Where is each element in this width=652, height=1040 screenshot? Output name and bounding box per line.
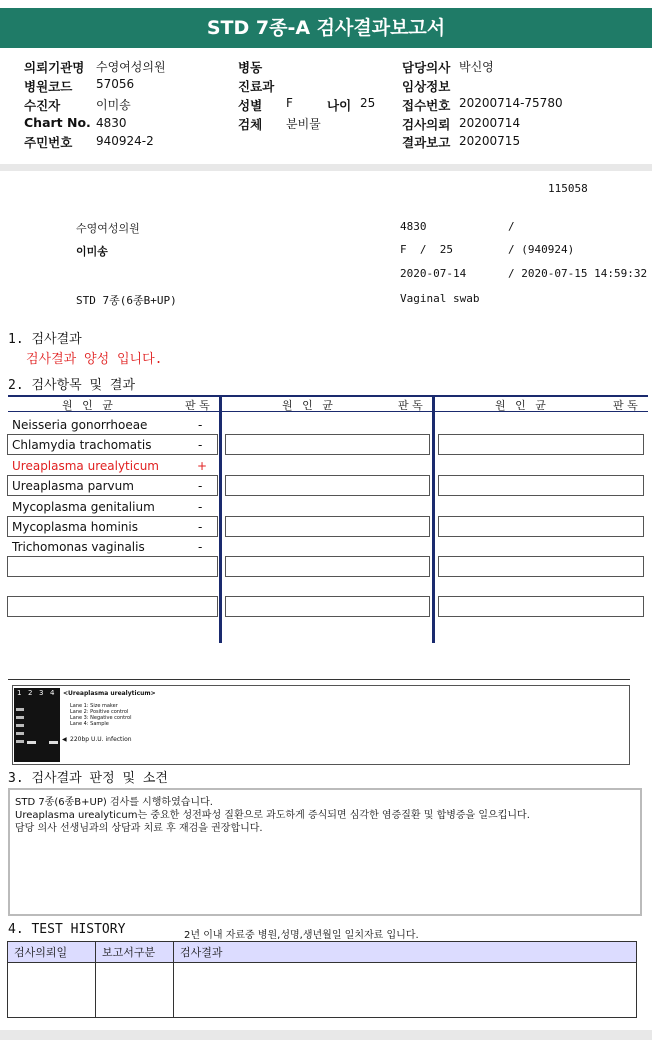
summary-date-reported: / 2020-07-15 14:59:32 [508, 267, 648, 280]
summary-chart-slash: / [508, 220, 515, 233]
result-row-box [7, 556, 218, 577]
arrow-icon: ◀ [62, 736, 67, 743]
summary-specimen: Vaginal swab [400, 292, 480, 305]
result-row-box [438, 434, 644, 455]
history-note: 2년 이내 자료중 병원,성명,생년월일 일치자료 입니다. [184, 930, 419, 941]
request-label: 검사의뢰 [402, 117, 451, 132]
header-divider [0, 164, 652, 171]
resident-label: 주민번호 [24, 135, 73, 150]
ladder-band [16, 708, 24, 711]
report-value: 20200715 [459, 134, 521, 148]
germ-name: Chlamydia trachomatis [12, 438, 152, 452]
chart-value: 4830 [96, 116, 127, 130]
germ-name: Mycoplasma hominis [12, 520, 138, 534]
result-row-box [438, 475, 644, 496]
age-label: 나이 [327, 98, 352, 113]
summary-birth: / (940924) [508, 243, 575, 256]
hospital-code-label: 병원코드 [24, 79, 73, 94]
dept-label: 진료과 [238, 79, 275, 94]
gel-legend: Lane 1: Size maker [70, 703, 118, 709]
gel-legend: Lane 4: Sample [70, 721, 109, 727]
result-row-box [225, 516, 430, 537]
col-germ-1: 원 인 균 [62, 399, 116, 412]
history-cell [174, 963, 637, 1018]
lane-label: 2 [28, 689, 33, 697]
doctor-label: 담당의사 [402, 60, 451, 75]
hospital-code-value: 57056 [96, 77, 135, 91]
summary-name: 이미송 [76, 245, 108, 258]
summary-date-received: 2020-07-14 [400, 267, 467, 280]
result-row-box [225, 596, 430, 617]
opinion-line: 담당 의사 선생님과의 상담과 치료 후 재검을 권장합니다. [15, 823, 263, 834]
germ-result: - [198, 520, 203, 534]
section4-heading: 4. TEST HISTORY [8, 922, 126, 937]
ladder-band [16, 732, 24, 735]
sex-value: F [286, 96, 293, 110]
germ-name: Ureaplasma parvum [12, 479, 134, 493]
germ-name: Trichomonas vaginalis [12, 540, 145, 554]
specimen-label: 검체 [238, 117, 263, 132]
patient-value: 이미송 [96, 98, 131, 112]
germ-result: - [198, 479, 203, 493]
footer-band [0, 1030, 652, 1040]
opinion-line: Ureaplasma urealyticum는 중요한 성전파성 질환으로 과도하게 증식되면 심각한 염증질환 및 합병증을 일으킵니다. [15, 810, 530, 821]
history-cell [96, 963, 174, 1018]
lane-label: 4 [50, 689, 55, 697]
summary-test: STD 7종(6종B+UP) [76, 294, 177, 307]
germ-name-positive: Ureaplasma urealyticum [12, 459, 159, 473]
age-value: 25 [360, 96, 376, 110]
figure-top-rule [8, 679, 630, 680]
sample-band [49, 741, 58, 744]
gel-image [14, 688, 60, 762]
ladder-band [16, 724, 24, 727]
institution-label: 의뢰기관명 [24, 60, 85, 75]
germ-result: - [198, 500, 203, 514]
chart-label: Chart No. [24, 115, 91, 130]
gel-arrow-label: 220bp U.U. infection [70, 736, 132, 743]
result-row-box [438, 556, 644, 577]
result-row-box [438, 516, 644, 537]
specimen-value: 분비물 [286, 117, 321, 131]
report-title: STD 7종-A 검사결과보고서 [206, 17, 446, 39]
institution-value: 수영여성의원 [96, 60, 166, 74]
result-row-box [225, 434, 430, 455]
positive-control-band [27, 741, 36, 744]
summary-sex-age: F / 25 [400, 243, 453, 256]
col-judge-1: 판 독 [185, 399, 210, 412]
section1-heading: 1. 검사결과 [8, 332, 82, 347]
history-col-request-date: 검사의뢰일 [8, 942, 96, 963]
gel-title: <Ureaplasma urealyticum> [63, 690, 156, 697]
gel-legend: Lane 3: Negative control [70, 715, 132, 721]
col-germ-2: 원 인 균 [282, 399, 336, 412]
history-col-result: 검사결과 [174, 942, 637, 963]
history-cell [8, 963, 96, 1018]
result-row-box [225, 475, 430, 496]
doctor-value: 박신영 [459, 60, 494, 74]
germ-name: Mycoplasma genitalium [12, 500, 155, 514]
summary-chart: 4830 [400, 220, 427, 233]
report-label: 결과보고 [402, 135, 451, 150]
germ-result: - [198, 418, 203, 432]
result-row-box [225, 556, 430, 577]
receipt-value: 20200714-75780 [459, 96, 563, 110]
germ-result: - [198, 438, 203, 452]
section3-heading: 3. 검사결과 판정 및 소견 [8, 771, 168, 786]
opinion-line: STD 7종(6종B+UP) 검사를 시행하였습니다. [15, 797, 213, 808]
column-divider [219, 396, 222, 643]
ladder-band [16, 740, 24, 743]
germ-name: Neisseria gonorrhoeae [12, 418, 148, 432]
receipt-label: 접수번호 [402, 98, 451, 113]
germ-result-positive: + [197, 459, 208, 473]
request-value: 20200714 [459, 116, 521, 130]
patient-label: 수진자 [24, 98, 61, 113]
column-divider [432, 396, 435, 643]
sex-label: 성별 [238, 98, 263, 113]
col-judge-2: 판 독 [398, 399, 423, 412]
result-row-box [7, 596, 218, 617]
germ-result: - [198, 540, 203, 554]
ladder-band [16, 716, 24, 719]
history-col-report-type: 보고서구분 [96, 942, 174, 963]
lane-label: 1 [17, 689, 22, 697]
lane-label: 3 [39, 689, 44, 697]
report-number: 115058 [548, 182, 588, 195]
ward-label: 병동 [238, 60, 263, 75]
clinical-label: 임상정보 [402, 79, 451, 94]
section2-heading: 2. 검사항목 및 결과 [8, 378, 136, 393]
col-judge-3: 판 독 [613, 399, 638, 412]
gel-legend: Lane 2: Positive control [70, 709, 129, 715]
summary-clinic: 수영여성의원 [76, 222, 140, 235]
resident-value: 940924-2 [96, 134, 154, 148]
positive-result: 검사결과 양성 입니다. [26, 352, 163, 367]
col-germ-3: 원 인 균 [495, 399, 549, 412]
report-title-bar [0, 8, 652, 48]
result-row-box [438, 596, 644, 617]
history-table [7, 941, 637, 1018]
